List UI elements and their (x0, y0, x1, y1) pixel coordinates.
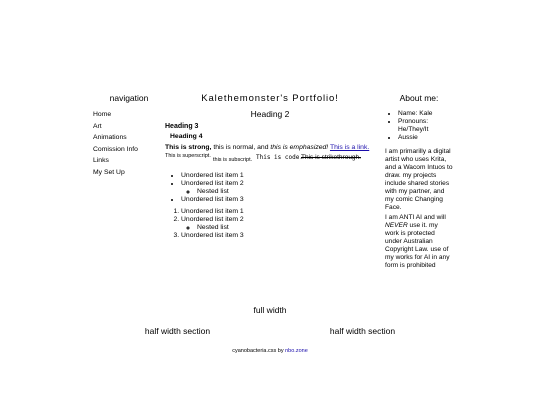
about-p2-end: use it. my work is protected under Australian Copyright Law. use of my works for AI in any form is prohibited (385, 222, 450, 269)
about-p2-start: I am ANTI AI and will (385, 214, 446, 221)
list-item (181, 216, 375, 232)
inline-formatting-line (165, 154, 375, 164)
sample-link[interactable]: This is a link. (329, 144, 370, 151)
list-item (181, 180, 375, 196)
nav-link-art[interactable]: Art (93, 122, 102, 130)
about-paragraph-1: I am primarilly a digital artist who uses Krita, and a Wacom Intuos to draw. my projects include shared stories with my partner, and my comic Changing Face. (385, 148, 453, 211)
code-text: This is code. (256, 154, 303, 161)
about-sidebar (385, 93, 453, 272)
sample-paragraph (165, 143, 375, 152)
nav-sidebar (93, 93, 163, 178)
list-item: • Unordered list item 3 (181, 196, 375, 204)
normal-text: this is normal, and (211, 144, 271, 151)
half-width-section-right: half width section (329, 326, 396, 336)
nav-item-links[interactable] (93, 155, 163, 167)
heading-3: Heading 3 (165, 123, 199, 130)
about-item-name: • Name: Kale (398, 110, 453, 118)
unordered-list (165, 172, 375, 204)
nav-link-my-set-up[interactable]: My Set Up (93, 168, 125, 176)
heading-2: Heading 2 (250, 109, 290, 119)
nav-link-comission-info[interactable]: Comission Info (93, 145, 138, 153)
nav-item-art[interactable] (93, 121, 163, 133)
full-width-section: full width (253, 305, 287, 315)
footer-text: cyanobacteria.css by (232, 348, 286, 354)
nested-list-item: ◦ Nested list (197, 224, 375, 232)
nested-list-item: ◦ Nested list (197, 188, 375, 196)
nav-item-comission-info[interactable] (93, 144, 163, 156)
list-item-label: Unordered list item 2 (181, 180, 244, 187)
subscript-text: this is subscript. (213, 157, 253, 163)
about-list (385, 110, 453, 142)
nav-list (93, 109, 163, 178)
nav-link-home[interactable]: Home (93, 111, 112, 118)
strikethrough-text: This is strikethrough. (301, 154, 361, 161)
about-item-pronouns: • Pronouns: He/They/It (398, 118, 453, 134)
list-item: 1. Unordered list item 1 (181, 208, 375, 216)
about-heading: About me: (399, 93, 439, 103)
nav-heading: navigation (109, 93, 149, 103)
about-item-nationality: • Aussie (398, 134, 453, 142)
nav-link-links[interactable]: Links (93, 157, 109, 164)
nav-link-animations[interactable]: Animations (93, 134, 127, 141)
nav-item-animations[interactable] (93, 132, 163, 144)
nested-list (181, 224, 375, 232)
about-paragraph-2 (385, 214, 453, 270)
emphasized-text: this is emphasized! (270, 144, 329, 151)
heading-4: Heading 4 (170, 133, 203, 140)
superscript-text: This is superscript. (165, 153, 211, 159)
footer-link[interactable]: nbo.zone (285, 348, 308, 354)
ordered-list (165, 208, 375, 240)
list-item-label: Unordered list item 2 (181, 216, 244, 223)
main-content (165, 93, 375, 240)
nav-item-my-set-up[interactable] (93, 167, 163, 179)
strong-text: This is strong, (165, 144, 212, 151)
footer (0, 348, 540, 354)
nested-list (181, 188, 375, 196)
list-item: • Unordered list item 1 (181, 172, 375, 180)
list-item: 3. Unordered list item 3 (181, 232, 375, 240)
half-width-section-left: half width section (144, 326, 211, 336)
site-title: Kalethemonster's Portfolio! (201, 93, 339, 104)
nav-item-home[interactable] (93, 109, 163, 121)
about-p2-emphasis: NEVER (385, 222, 408, 229)
